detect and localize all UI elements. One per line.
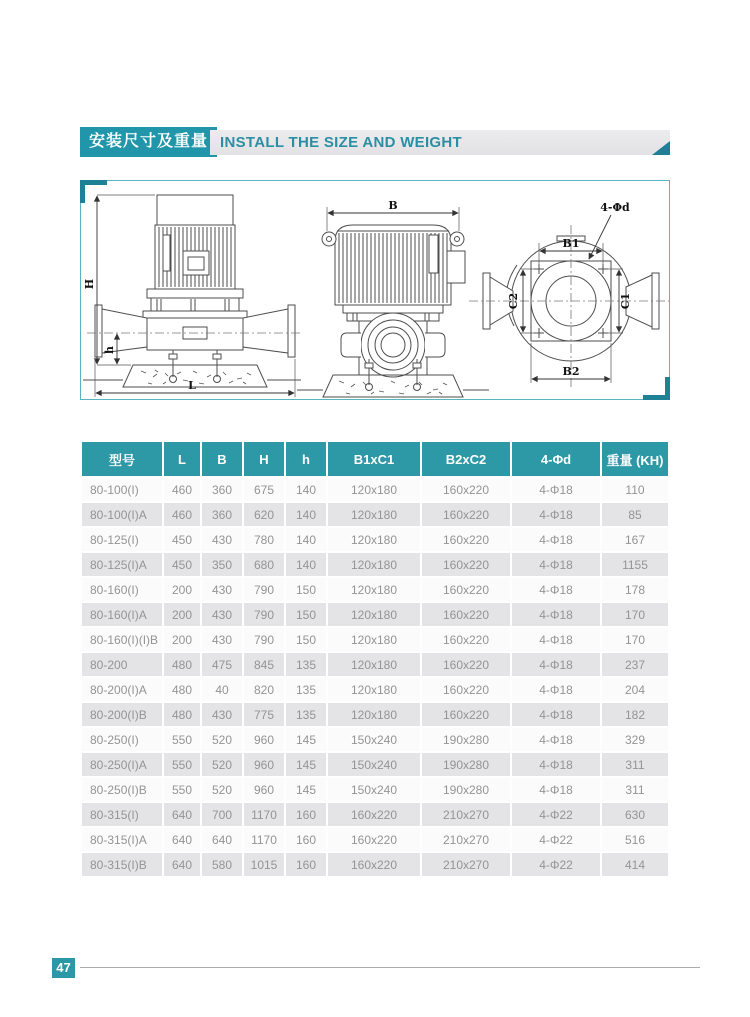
section-title-chinese: 安装尺寸及重量 xyxy=(80,127,217,157)
cell-value: 960 xyxy=(244,753,284,776)
cell-model: 80-250(I)B xyxy=(82,778,162,801)
cell-value: 150x240 xyxy=(328,778,420,801)
cell-value: 4-Φ18 xyxy=(512,628,600,651)
cell-model: 80-125(I) xyxy=(82,528,162,551)
cell-value: 120x180 xyxy=(328,653,420,676)
cell-value: 580 xyxy=(202,853,242,876)
dim-label-B1: B1 xyxy=(562,237,580,250)
cell-value: 190x280 xyxy=(422,753,510,776)
cell-value: 4-Φ18 xyxy=(512,578,600,601)
cell-value: 4-Φ18 xyxy=(512,603,600,626)
table-row xyxy=(82,728,668,751)
cell-value: 160x220 xyxy=(328,828,420,851)
cell-value: 1155 xyxy=(602,553,668,576)
cell-value: 329 xyxy=(602,728,668,751)
cell-value: 140 xyxy=(286,478,326,501)
cell-value: 640 xyxy=(164,853,200,876)
pump-top-view-drawing xyxy=(469,201,669,387)
cell-value: 204 xyxy=(602,678,668,701)
dim-label-B: B xyxy=(388,199,398,212)
cell-value: 520 xyxy=(202,728,242,751)
table-header-row xyxy=(82,442,668,476)
cell-value: 675 xyxy=(244,478,284,501)
cell-value: 4-Φ22 xyxy=(512,853,600,876)
cell-value: 140 xyxy=(286,553,326,576)
cell-value: 790 xyxy=(244,603,284,626)
cell-value: 680 xyxy=(244,553,284,576)
cell-value: 4-Φ18 xyxy=(512,778,600,801)
cell-value: 40 xyxy=(202,678,242,701)
cell-model: 80-315(I)B xyxy=(82,853,162,876)
cell-model: 80-160(I)A xyxy=(82,603,162,626)
cell-value: 516 xyxy=(602,828,668,851)
cell-value: 640 xyxy=(164,828,200,851)
cell-value: 150x240 xyxy=(328,753,420,776)
cell-value: 160x220 xyxy=(422,703,510,726)
cell-value: 414 xyxy=(602,853,668,876)
cell-value: 120x180 xyxy=(328,678,420,701)
table-row xyxy=(82,853,668,876)
cell-value: 160x220 xyxy=(422,603,510,626)
cell-value: 140 xyxy=(286,503,326,526)
cell-value: 120x180 xyxy=(328,628,420,651)
pump-front-view-drawing xyxy=(297,199,489,397)
table-row xyxy=(82,603,668,626)
cell-value: 160 xyxy=(286,853,326,876)
cell-value: 150x240 xyxy=(328,728,420,751)
table-row xyxy=(82,703,668,726)
bolt-hole-note: 4-Φd xyxy=(600,201,630,214)
cell-value: 430 xyxy=(202,603,242,626)
cell-value: 200 xyxy=(164,603,200,626)
column-header: 型号 xyxy=(82,442,162,476)
cell-value: 480 xyxy=(164,678,200,701)
table-row xyxy=(82,553,668,576)
cell-value: 182 xyxy=(602,703,668,726)
table-body xyxy=(82,478,668,876)
cell-value: 845 xyxy=(244,653,284,676)
cell-value: 210x270 xyxy=(422,853,510,876)
table-row xyxy=(82,628,668,651)
cell-value: 960 xyxy=(244,778,284,801)
cell-value: 430 xyxy=(202,578,242,601)
dim-label-L: L xyxy=(188,379,196,392)
column-header: h xyxy=(286,442,326,476)
cell-value: 200 xyxy=(164,578,200,601)
table-row xyxy=(82,828,668,851)
column-header: L xyxy=(164,442,200,476)
cell-value: 360 xyxy=(202,478,242,501)
column-header: B xyxy=(202,442,242,476)
dim-label-H: H xyxy=(83,278,96,290)
cell-value: 520 xyxy=(202,778,242,801)
cell-value: 160x220 xyxy=(422,653,510,676)
cell-value: 110 xyxy=(602,478,668,501)
cell-model: 80-160(I)(I)B xyxy=(82,628,162,651)
cell-value: 160x220 xyxy=(422,478,510,501)
cell-model: 80-160(I) xyxy=(82,578,162,601)
table-row xyxy=(82,678,668,701)
cell-value: 820 xyxy=(244,678,284,701)
cell-value: 4-Φ22 xyxy=(512,803,600,826)
cell-value: 430 xyxy=(202,703,242,726)
cell-model: 80-200 xyxy=(82,653,162,676)
cell-value: 1015 xyxy=(244,853,284,876)
cell-value: 160x220 xyxy=(422,553,510,576)
cell-value: 4-Φ18 xyxy=(512,653,600,676)
cell-value: 145 xyxy=(286,778,326,801)
cell-value: 450 xyxy=(164,528,200,551)
cell-value: 120x180 xyxy=(328,528,420,551)
table-row xyxy=(82,528,668,551)
cell-value: 630 xyxy=(602,803,668,826)
cell-value: 150 xyxy=(286,603,326,626)
cell-model: 80-250(I)A xyxy=(82,753,162,776)
cell-value: 480 xyxy=(164,653,200,676)
cell-value: 160x220 xyxy=(328,853,420,876)
column-header: 4-Φd xyxy=(512,442,600,476)
cell-value: 4-Φ18 xyxy=(512,528,600,551)
cell-value: 210x270 xyxy=(422,828,510,851)
cell-value: 4-Φ22 xyxy=(512,828,600,851)
cell-value: 120x180 xyxy=(328,503,420,526)
dim-label-B2: B2 xyxy=(562,365,580,378)
cell-value: 450 xyxy=(164,553,200,576)
cell-value: 311 xyxy=(602,778,668,801)
cell-value: 4-Φ18 xyxy=(512,478,600,501)
cell-value: 775 xyxy=(244,703,284,726)
cell-model: 80-100(I)A xyxy=(82,503,162,526)
cell-value: 4-Φ18 xyxy=(512,728,600,751)
cell-value: 200 xyxy=(164,628,200,651)
cell-value: 4-Φ18 xyxy=(512,553,600,576)
dim-label-C2: C2 xyxy=(507,292,520,310)
cell-value: 640 xyxy=(202,828,242,851)
cell-value: 135 xyxy=(286,703,326,726)
cell-value: 4-Φ18 xyxy=(512,703,600,726)
cell-value: 1170 xyxy=(244,803,284,826)
cell-value: 1170 xyxy=(244,828,284,851)
cell-value: 550 xyxy=(164,753,200,776)
cell-model: 80-315(I) xyxy=(82,803,162,826)
cell-value: 145 xyxy=(286,728,326,751)
cell-value: 190x280 xyxy=(422,728,510,751)
table-row xyxy=(82,653,668,676)
dimension-weight-table xyxy=(80,440,670,878)
table-row xyxy=(82,753,668,776)
cell-value: 170 xyxy=(602,603,668,626)
cell-value: 475 xyxy=(202,653,242,676)
dim-label-C1: C1 xyxy=(619,292,632,310)
cell-value: 4-Φ18 xyxy=(512,753,600,776)
cell-value: 190x280 xyxy=(422,778,510,801)
cell-model: 80-250(I) xyxy=(82,728,162,751)
section-title-english: INSTALL THE SIZE AND WEIGHT xyxy=(220,134,462,151)
cell-value: 4-Φ18 xyxy=(512,503,600,526)
cell-value: 160x220 xyxy=(422,628,510,651)
cell-model: 80-125(I)A xyxy=(82,553,162,576)
cell-model: 80-200(I)B xyxy=(82,703,162,726)
section-title-bar xyxy=(210,130,670,155)
cell-value: 120x180 xyxy=(328,603,420,626)
cell-value: 160x220 xyxy=(422,528,510,551)
cell-value: 160x220 xyxy=(328,803,420,826)
cell-value: 350 xyxy=(202,553,242,576)
cell-value: 430 xyxy=(202,528,242,551)
column-header: B1xC1 xyxy=(328,442,420,476)
column-header: H xyxy=(244,442,284,476)
cell-value: 120x180 xyxy=(328,703,420,726)
column-header: B2xC2 xyxy=(422,442,510,476)
cell-value: 160x220 xyxy=(422,503,510,526)
footer-divider-line xyxy=(80,967,700,968)
cell-model: 80-315(I)A xyxy=(82,828,162,851)
cell-value: 4-Φ18 xyxy=(512,678,600,701)
cell-value: 780 xyxy=(244,528,284,551)
cell-value: 360 xyxy=(202,503,242,526)
cell-value: 460 xyxy=(164,478,200,501)
table-row xyxy=(82,503,668,526)
cell-value: 237 xyxy=(602,653,668,676)
dimension-drawing-panel xyxy=(80,180,670,400)
cell-value: 550 xyxy=(164,778,200,801)
cell-value: 790 xyxy=(244,578,284,601)
cell-value: 311 xyxy=(602,753,668,776)
cell-value: 135 xyxy=(286,653,326,676)
table-row xyxy=(82,478,668,501)
corner-triangle-accent xyxy=(652,141,670,155)
cell-model: 80-200(I)A xyxy=(82,678,162,701)
table-row xyxy=(82,803,668,826)
dim-label-h: h xyxy=(103,346,116,354)
cell-value: 210x270 xyxy=(422,803,510,826)
cell-value: 170 xyxy=(602,628,668,651)
table-row xyxy=(82,578,668,601)
cell-value: 135 xyxy=(286,678,326,701)
cell-model: 80-100(I) xyxy=(82,478,162,501)
cell-value: 640 xyxy=(164,803,200,826)
cell-value: 160x220 xyxy=(422,578,510,601)
cell-value: 790 xyxy=(244,628,284,651)
pump-side-view-drawing xyxy=(83,195,303,397)
cell-value: 160 xyxy=(286,828,326,851)
cell-value: 160x220 xyxy=(422,678,510,701)
section-header xyxy=(80,127,670,157)
cell-value: 178 xyxy=(602,578,668,601)
cell-value: 140 xyxy=(286,528,326,551)
cell-value: 150 xyxy=(286,628,326,651)
page-number-badge: 47 xyxy=(52,958,75,978)
cell-value: 167 xyxy=(602,528,668,551)
cell-value: 460 xyxy=(164,503,200,526)
cell-value: 700 xyxy=(202,803,242,826)
cell-value: 520 xyxy=(202,753,242,776)
cell-value: 150 xyxy=(286,578,326,601)
table-row xyxy=(82,778,668,801)
cell-value: 620 xyxy=(244,503,284,526)
pump-dimension-drawing xyxy=(81,181,669,399)
cell-value: 430 xyxy=(202,628,242,651)
cell-value: 960 xyxy=(244,728,284,751)
cell-value: 145 xyxy=(286,753,326,776)
cell-value: 120x180 xyxy=(328,578,420,601)
column-header: 重量 (KH) xyxy=(602,442,668,476)
cell-value: 550 xyxy=(164,728,200,751)
cell-value: 160 xyxy=(286,803,326,826)
cell-value: 120x180 xyxy=(328,553,420,576)
cell-value: 85 xyxy=(602,503,668,526)
cell-value: 480 xyxy=(164,703,200,726)
cell-value: 120x180 xyxy=(328,478,420,501)
